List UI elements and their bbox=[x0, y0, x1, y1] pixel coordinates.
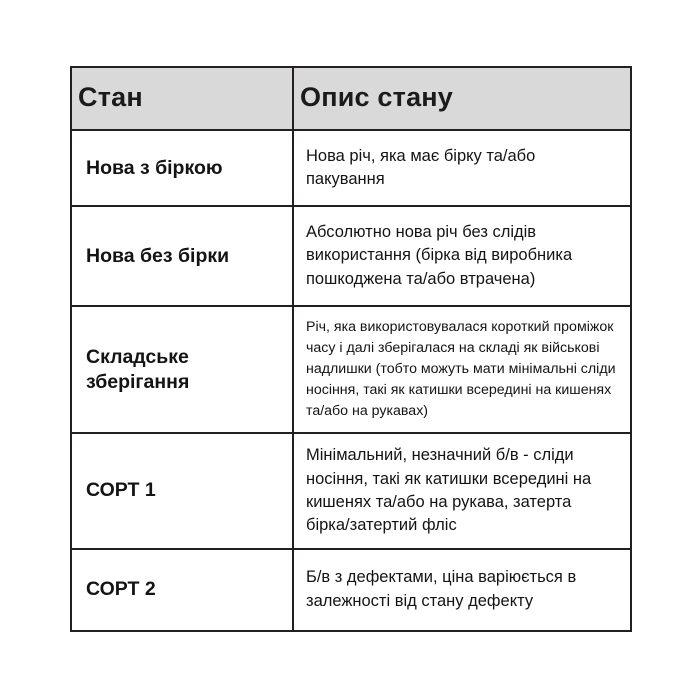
cell-description: Річ, яка використовувалася короткий проміжок часу і далі зберігалася на складі як військові надлишки (тобто можуть мати мінімальні сліди носіння, такі як катишки всередині на кишенях та/або на рукавах) bbox=[293, 306, 631, 433]
table-header-row bbox=[71, 67, 631, 130]
table-row bbox=[71, 306, 631, 433]
table-row bbox=[71, 130, 631, 206]
cell-state: СОРТ 2 bbox=[71, 549, 293, 631]
cell-description: Мінімальний, незначний б/в - сліди носіння, такі як катишки всередині на кишенях та/або на рукава, затерта бірка/затертий фліс bbox=[293, 433, 631, 549]
cell-description: Нова річ, яка має бірку та/або пакування bbox=[293, 130, 631, 206]
table-row bbox=[71, 549, 631, 631]
table-row bbox=[71, 433, 631, 549]
cell-description: Абсолютно нова річ без слідів використання (бірка від виробника пошкоджена та/або втрачена) bbox=[293, 206, 631, 306]
table-header bbox=[71, 67, 631, 130]
column-header-state: Стан bbox=[71, 67, 293, 130]
cell-state: Нова без бірки bbox=[71, 206, 293, 306]
table-row bbox=[71, 206, 631, 306]
column-header-description: Опис стану bbox=[293, 67, 631, 130]
cell-description: Б/в з дефектами, ціна варіюється в залежності від стану дефекту bbox=[293, 549, 631, 631]
condition-table-wrapper bbox=[70, 66, 630, 632]
cell-state: Нова з біркою bbox=[71, 130, 293, 206]
cell-state: СОРТ 1 bbox=[71, 433, 293, 549]
condition-table bbox=[70, 66, 632, 632]
cell-state: Складське зберігання bbox=[71, 306, 293, 433]
table-body bbox=[71, 130, 631, 631]
